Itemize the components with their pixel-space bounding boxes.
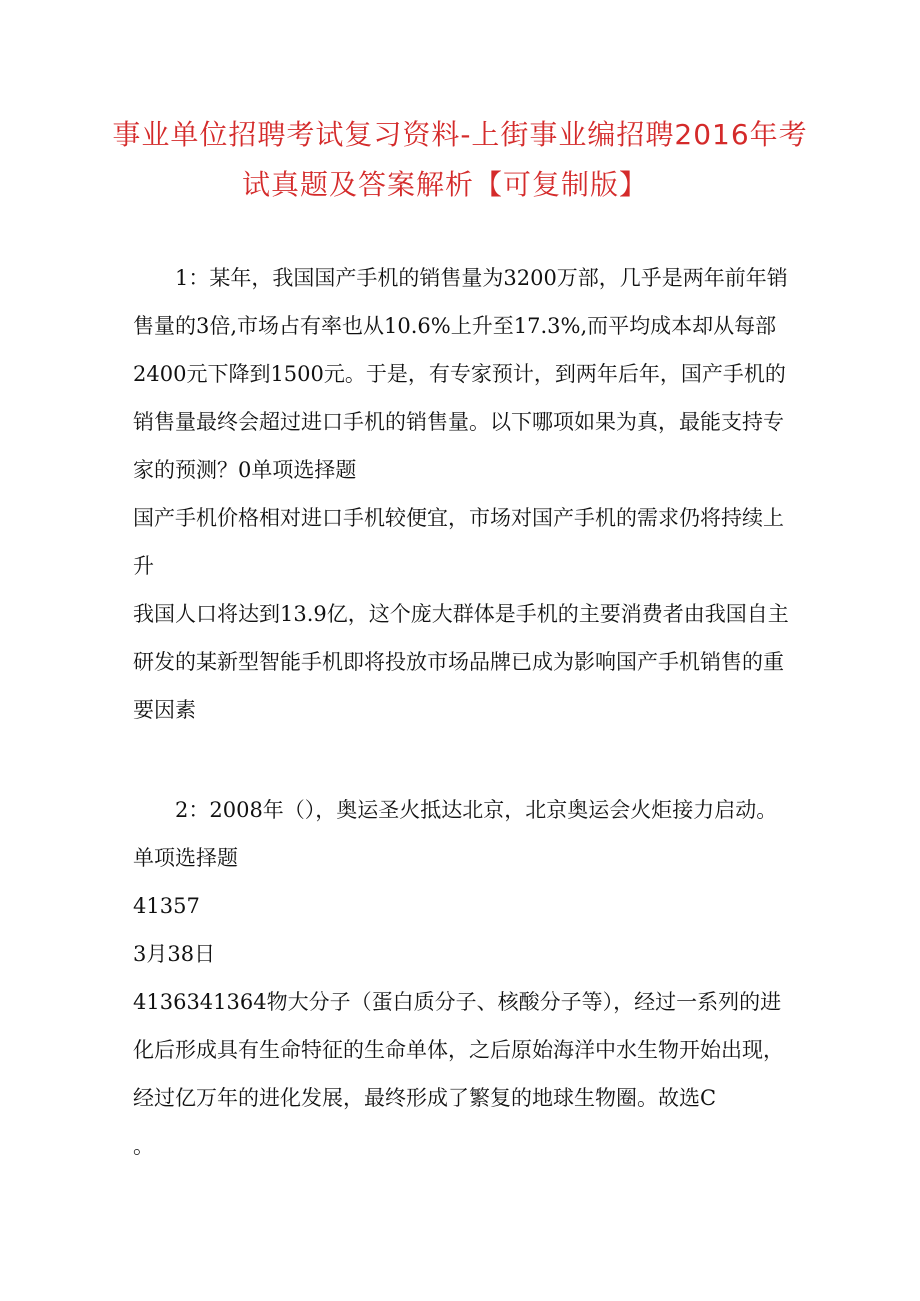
question-separator — [133, 734, 793, 786]
question-2-stem: 2：2008年（），奥运圣火抵达北京，北京奥运会火炬接力启动。单项选择题 — [133, 798, 778, 870]
title-line-2: 试真题及答案解析【可复制版】 — [241, 168, 648, 201]
question-1-stem: 1：某年，我国国产手机的销售量为3200万部，几乎是两年前年销售量的3倍,市场占有率也从10.6%上升至17.3%,而平均成本却从每部2400元下降到1500元。于是，有专家预计，到两年后年，国产手机的销售量最终会超过进口手机的销售量。以下哪项如果为真，最能支持专家的预测？0单项选择题 — [133, 266, 788, 482]
question-2-option-b: 3月38日 — [133, 942, 216, 966]
document-body — [133, 254, 793, 1170]
question-2-option-a: 41357 — [133, 894, 200, 918]
question-2-explanation: 4136341364物大分子（蛋白质分子、核酸分子等），经过一系列的进化后形成具有生命特征的生命单体，之后原始海洋中水生物开始出现，经过亿万年的进化发展，最终形成了繁复的地球生物圈。故选C — [133, 990, 784, 1110]
question-1-option-b: 我国人口将达到13.9亿，这个庞大群体是手机的主要消费者由我国自主研发的某新型智能手机即将投放市场品牌已成为影响国产手机销售的重要因素 — [133, 602, 789, 722]
question-1-option-a: 国产手机价格相对进口手机较便宜，市场对国产手机的需求仍将持续上升 — [133, 506, 784, 578]
question-2-explanation-end: 。 — [133, 1134, 154, 1158]
document-title — [100, 110, 820, 210]
title-line-1: 事业单位招聘考试复习资料-上街事业编招聘2016年考 — [112, 118, 808, 151]
